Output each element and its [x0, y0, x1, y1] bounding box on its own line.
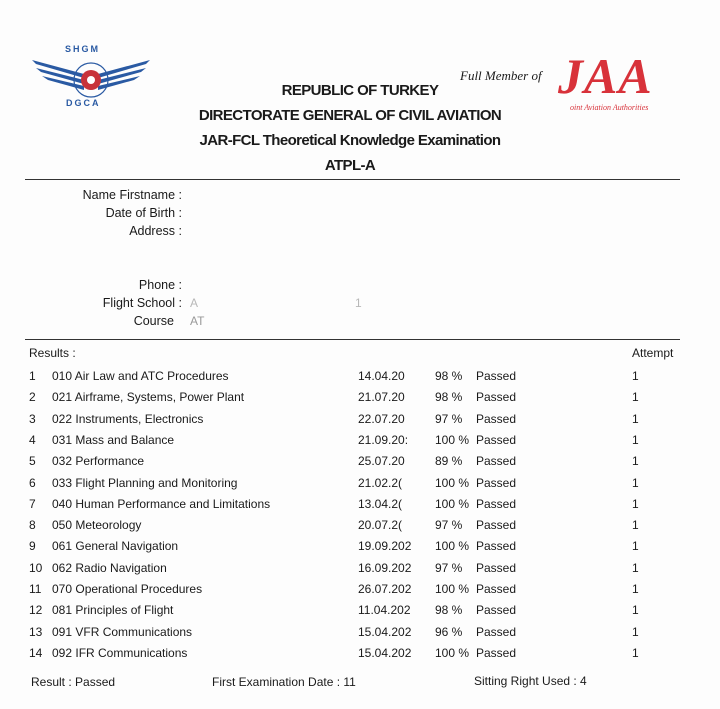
- header-line-1: REPUBLIC OF TURKEY: [281, 82, 439, 99]
- row-attempt: 1: [632, 518, 639, 533]
- row-subject: 091 VFR Communications: [52, 624, 193, 639]
- table-row: [0, 518, 720, 539]
- row-percentage: 100 %: [435, 582, 470, 596]
- row-attempt: 1: [632, 624, 639, 639]
- table-row: [0, 539, 720, 560]
- result-summary: Result : Passed: [31, 675, 116, 689]
- header-rule: [25, 179, 680, 180]
- row-index: 9: [29, 539, 36, 554]
- row-subject: 062 Radio Navigation: [52, 560, 167, 575]
- row-percentage: 89 %: [435, 454, 463, 469]
- row-attempt: 1: [632, 411, 639, 426]
- row-date: 20.07.2(: [358, 518, 403, 533]
- row-percentage: 98 %: [435, 603, 463, 618]
- row-status: Passed: [476, 560, 517, 575]
- table-row: [0, 603, 720, 624]
- row-date: 26.07.202: [358, 582, 412, 596]
- row-index: 7: [29, 496, 36, 511]
- name-label: Name Firstname :: [82, 188, 182, 202]
- row-attempt: 1: [632, 560, 639, 575]
- row-status: Passed: [476, 624, 517, 639]
- table-row: [0, 454, 720, 475]
- row-attempt: 1: [632, 539, 639, 554]
- row-date: 16.09.202: [358, 560, 412, 575]
- row-attempt: 1: [632, 454, 639, 469]
- row-percentage: 97 %: [435, 411, 463, 426]
- row-index: 14: [29, 645, 43, 660]
- row-date: 22.07.20: [358, 411, 405, 426]
- row-subject: 040 Human Performance and Limitations: [52, 496, 271, 511]
- row-status: Passed: [476, 645, 517, 660]
- jaa-subtitle: oint Aviation Authorities: [570, 103, 649, 112]
- table-row: [0, 412, 720, 433]
- row-index: 1: [29, 369, 36, 383]
- table-row: [0, 561, 720, 582]
- table-row: [0, 646, 720, 667]
- row-percentage: 98 %: [435, 369, 463, 383]
- logo-text-top: SHGM: [65, 44, 100, 54]
- row-subject: 033 Flight Planning and Monitoring: [52, 475, 238, 490]
- row-subject: 050 Meteorology: [52, 518, 142, 533]
- row-attempt: 1: [632, 390, 639, 405]
- row-percentage: 97 %: [435, 560, 463, 575]
- first-exam-date: First Examination Date : 11: [212, 675, 356, 689]
- table-row: [0, 497, 720, 518]
- row-subject: 010 Air Law and ATC Procedures: [52, 369, 229, 383]
- dob-label: Date of Birth :: [105, 206, 182, 220]
- row-index: 11: [29, 582, 42, 596]
- table-row: [0, 625, 720, 646]
- results-rule: [25, 339, 680, 340]
- row-index: 12: [29, 603, 43, 618]
- row-index: 5: [29, 454, 36, 469]
- phone-label: Phone :: [138, 278, 182, 292]
- row-index: 4: [29, 432, 36, 447]
- row-date: 15.04.202: [358, 624, 412, 639]
- row-percentage: 100 %: [435, 475, 470, 490]
- row-index: 2: [29, 390, 36, 405]
- flight-school-value: A: [190, 296, 199, 310]
- row-index: 3: [29, 411, 36, 426]
- header-line-3: JAR-FCL Theoretical Knowledge Examination: [199, 132, 501, 149]
- address-label: Address :: [129, 224, 182, 238]
- table-row: [0, 433, 720, 454]
- row-date: 13.04.2(: [358, 496, 403, 511]
- row-percentage: 96 %: [435, 624, 463, 639]
- jaa-logo: JAA: [558, 48, 653, 104]
- row-attempt: 1: [632, 369, 639, 383]
- attempt-header: Attempt: [632, 346, 674, 360]
- course-label: Course: [133, 314, 174, 328]
- row-status: Passed: [476, 411, 517, 426]
- row-subject: 092 IFR Communications: [52, 645, 188, 660]
- row-subject: 032 Performance: [52, 454, 145, 469]
- row-percentage: 97 %: [435, 518, 463, 533]
- table-row: [0, 369, 720, 390]
- row-attempt: 1: [632, 603, 639, 618]
- row-date: 11.04.202: [358, 603, 411, 618]
- row-subject: 022 Instruments, Electronics: [52, 411, 204, 426]
- row-subject: 061 General Navigation: [52, 539, 179, 554]
- row-date: 21.07.20: [358, 390, 405, 405]
- row-percentage: 98 %: [435, 390, 463, 405]
- row-percentage: 100 %: [435, 645, 470, 660]
- row-index: 6: [29, 475, 36, 490]
- flight-school-label: Flight School :: [102, 296, 182, 310]
- row-index: 13: [29, 624, 43, 639]
- row-date: 15.04.202: [358, 645, 412, 660]
- table-row: [0, 476, 720, 497]
- row-date: 21.09.20:: [358, 432, 409, 447]
- row-percentage: 100 %: [435, 432, 470, 447]
- logo-text-bottom: DGCA: [66, 98, 101, 108]
- row-attempt: 1: [632, 645, 639, 660]
- row-status: Passed: [476, 518, 517, 533]
- row-status: Passed: [476, 432, 517, 447]
- row-subject: 021 Airframe, Systems, Power Plant: [52, 390, 245, 405]
- row-attempt: 1: [632, 475, 639, 490]
- flight-school-value-2: 1: [355, 296, 362, 310]
- full-member-text: Full Member of: [460, 68, 542, 83]
- row-status: Passed: [476, 390, 517, 405]
- row-attempt: 1: [632, 582, 639, 596]
- row-status: Passed: [476, 496, 517, 511]
- row-percentage: 100 %: [435, 539, 470, 554]
- row-date: 14.04.20: [358, 369, 405, 383]
- row-status: Passed: [476, 454, 517, 469]
- header-line-2: DIRECTORATE GENERAL OF CIVIL AVIATION: [198, 107, 502, 124]
- row-status: Passed: [476, 582, 517, 596]
- row-percentage: 100 %: [435, 496, 470, 511]
- results-heading: Results :: [29, 346, 76, 360]
- table-row: [0, 582, 720, 603]
- row-attempt: 1: [632, 496, 639, 511]
- row-attempt: 1: [632, 432, 639, 447]
- row-status: Passed: [476, 539, 517, 554]
- row-date: 21.02.2(: [358, 475, 403, 490]
- row-status: Passed: [476, 369, 517, 383]
- row-subject: 070 Operational Procedures: [52, 582, 203, 596]
- sitting-right-used: Sitting Right Used : 4: [474, 674, 587, 688]
- course-value: AT: [190, 314, 205, 328]
- row-subject: 081 Principles of Flight: [52, 603, 174, 618]
- table-row: [0, 390, 720, 411]
- row-index: 10: [29, 560, 43, 575]
- row-status: Passed: [476, 475, 517, 490]
- row-date: 19.09.202: [358, 539, 412, 554]
- row-status: Passed: [476, 603, 517, 618]
- row-index: 8: [29, 518, 36, 533]
- header-line-4: ATPL-A: [324, 157, 376, 174]
- row-subject: 031 Mass and Balance: [52, 432, 175, 447]
- row-date: 25.07.20: [358, 454, 405, 469]
